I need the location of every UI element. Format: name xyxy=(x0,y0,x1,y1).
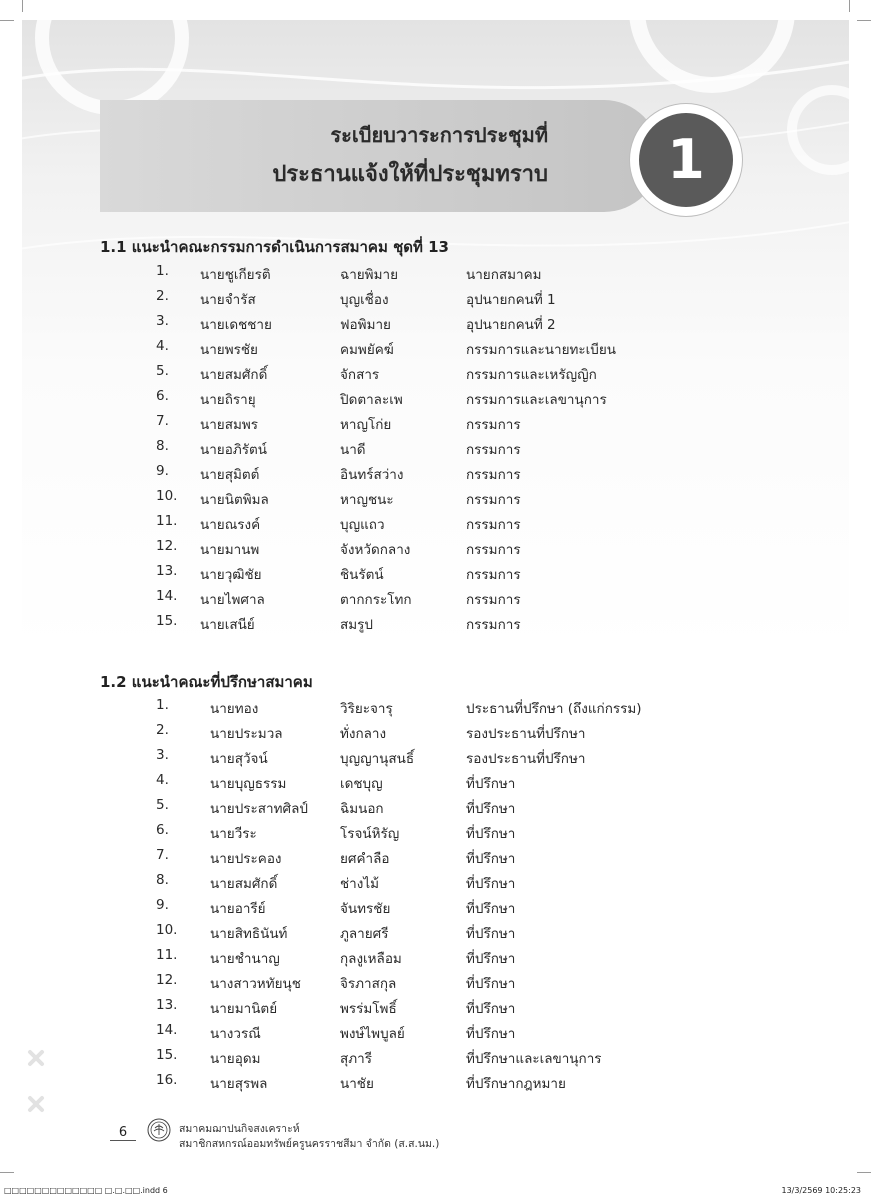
print-slug-datetime: 13/3/2569 10:25:23 xyxy=(781,1186,861,1195)
item-number: 4. xyxy=(156,772,169,788)
association-logo xyxy=(147,1118,171,1142)
first-name: นายอุดม xyxy=(210,1051,261,1067)
position: ที่ปรึกษา xyxy=(466,951,516,967)
crop-mark xyxy=(857,1172,871,1173)
position: นายกสมาคม xyxy=(466,267,542,283)
position: ที่ปรึกษา xyxy=(466,1001,516,1017)
last-name: ฉิมนอก xyxy=(340,801,384,817)
agenda-banner xyxy=(100,100,660,212)
first-name: นายสุวัจน์ xyxy=(210,751,268,767)
first-name: นายเสนีย์ xyxy=(200,617,255,633)
first-name: นายพรชัย xyxy=(200,342,258,358)
footer-org-subtitle: สมาชิกสหกรณ์ออมทรัพย์ครูนครราชสีมา จำกัด (ส.ส.นม.) xyxy=(179,1138,440,1150)
last-name: สมรูป xyxy=(340,617,373,633)
item-number: 1. xyxy=(156,263,169,279)
last-name: ยศคำลือ xyxy=(340,851,390,867)
position: กรรมการ xyxy=(466,567,521,583)
item-number: 6. xyxy=(156,388,169,404)
first-name: นายสุมิตต์ xyxy=(200,467,260,483)
last-name: นาชัย xyxy=(340,1076,374,1092)
last-name: ตากกระโทก xyxy=(340,592,412,608)
position: กรรมการ xyxy=(466,517,521,533)
last-name: โรจน์หิรัญ xyxy=(340,826,400,842)
position: กรรมการ xyxy=(466,617,521,633)
first-name: นายประสาทศิลป์ xyxy=(210,801,308,817)
last-name: ภูลายศรี xyxy=(340,926,389,942)
first-name: นายประมวล xyxy=(210,726,283,742)
item-number: 9. xyxy=(156,897,169,913)
first-name: นายชำนาญ xyxy=(210,951,280,967)
first-name: นายสิทธินันท์ xyxy=(210,926,288,942)
position: ที่ปรึกษากฎหมาย xyxy=(466,1076,566,1092)
first-name: นางวรณี xyxy=(210,1026,261,1042)
position: ที่ปรึกษา xyxy=(466,826,516,842)
position: รองประธานที่ปรึกษา xyxy=(466,751,586,767)
position: กรรมการ xyxy=(466,592,521,608)
position: ที่ปรึกษาและเลขานุการ xyxy=(466,1051,602,1067)
item-number: 16. xyxy=(156,1072,178,1088)
item-number: 4. xyxy=(156,338,169,354)
item-number: 8. xyxy=(156,872,169,888)
item-number: 12. xyxy=(156,972,178,988)
last-name: หาญชนะ xyxy=(340,492,394,508)
last-name: คมพยัคฆ์ xyxy=(340,342,394,358)
last-name: กุลงูเหลือม xyxy=(340,951,402,967)
first-name: นายวีระ xyxy=(210,826,257,842)
position: ที่ปรึกษา xyxy=(466,851,516,867)
item-number: 5. xyxy=(156,797,169,813)
footer-org-name: สมาคมฌาปนกิจสงเคราะห์ xyxy=(179,1123,300,1135)
first-name: นายถิรายุ xyxy=(200,392,256,408)
last-name: สุภารี xyxy=(340,1051,372,1067)
item-number: 2. xyxy=(156,288,169,304)
position: ที่ปรึกษา xyxy=(466,976,516,992)
first-name: นายมานิตย์ xyxy=(210,1001,278,1017)
item-number: 10. xyxy=(156,488,178,504)
item-number: 3. xyxy=(156,747,169,763)
last-name: เดชบุญ xyxy=(340,776,383,792)
crop-mark xyxy=(849,0,850,12)
position: กรรมการและเหรัญญิก xyxy=(466,367,597,383)
position: ที่ปรึกษา xyxy=(466,801,516,817)
last-name: ฉายพิมาย xyxy=(340,267,398,283)
first-name: นายชูเกียรติ xyxy=(200,267,271,283)
last-name: จันทรชัย xyxy=(340,901,391,917)
crop-mark xyxy=(0,20,14,21)
position: กรรมการ xyxy=(466,542,521,558)
item-number: 1. xyxy=(156,697,169,713)
item-number: 8. xyxy=(156,438,169,454)
crop-mark xyxy=(22,0,23,12)
first-name: นายณรงค์ xyxy=(200,517,261,533)
crop-mark xyxy=(857,20,871,21)
position: กรรมการ xyxy=(466,442,521,458)
item-number: 11. xyxy=(156,947,178,963)
last-name: อินทร์สว่าง xyxy=(340,467,404,483)
item-number: 13. xyxy=(156,563,178,579)
last-name: พงษ์ไพบูลย์ xyxy=(340,1026,405,1042)
last-name: นาดี xyxy=(340,442,366,458)
first-name: นายเดชชาย xyxy=(200,317,272,333)
last-name: ปิดตาละเพ xyxy=(340,392,403,408)
last-name: พรร่มโพธิ์ xyxy=(340,1001,397,1017)
document-page xyxy=(22,20,849,1172)
position: ที่ปรึกษา xyxy=(466,876,516,892)
first-name: นายวุฒิชัย xyxy=(200,567,262,583)
page-number: 6 xyxy=(110,1125,136,1141)
item-number: 12. xyxy=(156,538,178,554)
agenda-number: 1 xyxy=(639,113,733,207)
banner-title-line1: ระเบียบวาระการประชุมที่ xyxy=(330,123,548,147)
first-name: นายอารีย์ xyxy=(210,901,266,917)
position: ประธานที่ปรึกษา (ถึงแก่กรรม) xyxy=(466,701,642,717)
item-number: 11. xyxy=(156,513,178,529)
last-name: บุญเชื่อง xyxy=(340,292,389,308)
item-number: 9. xyxy=(156,463,169,479)
banner-title-line2: ประธานแจ้งให้ที่ประชุมทราบ xyxy=(272,162,548,187)
first-name: นายสุรพล xyxy=(210,1076,268,1092)
first-name: นายบุญธรรม xyxy=(210,776,287,792)
first-name: นายสมพร xyxy=(200,417,259,433)
section-title-committee: 1.1 แนะนำคณะกรรมการดำเนินการสมาคม ชุดที่ 13 xyxy=(100,238,449,256)
item-number: 6. xyxy=(156,822,169,838)
first-name: นายประคอง xyxy=(210,851,282,867)
item-number: 13. xyxy=(156,997,178,1013)
first-name: นายสมศักดิ์ xyxy=(200,367,268,383)
position: อุปนายกคนที่ 2 xyxy=(466,317,556,333)
last-name: ฟอพิมาย xyxy=(340,317,391,333)
first-name: นายจำรัส xyxy=(200,292,256,308)
crop-mark xyxy=(0,1172,14,1173)
item-number: 7. xyxy=(156,413,169,429)
first-name: นายนิตพิมล xyxy=(200,492,269,508)
first-name: นางสาวหทัยนุช xyxy=(210,976,301,992)
position: ที่ปรึกษา xyxy=(466,901,516,917)
item-number: 2. xyxy=(156,722,169,738)
section-title-advisors: 1.2 แนะนำคณะที่ปรึกษาสมาคม xyxy=(100,673,313,691)
last-name: ชินรัตน์ xyxy=(340,567,384,583)
position: กรรมการและนายทะเบียน xyxy=(466,342,616,358)
position: กรรมการและเลขานุการ xyxy=(466,392,607,408)
position: กรรมการ xyxy=(466,492,521,508)
last-name: จักสาร xyxy=(340,367,380,383)
item-number: 15. xyxy=(156,1047,178,1063)
item-number: 7. xyxy=(156,847,169,863)
agenda-number-badge xyxy=(630,104,742,216)
last-name: จิรภาสกุล xyxy=(340,976,397,992)
item-number: 3. xyxy=(156,313,169,329)
position: กรรมการ xyxy=(466,467,521,483)
last-name: บุญญานุสนธิ์ xyxy=(340,751,415,767)
first-name: นายทอง xyxy=(210,701,259,717)
last-name: หาญโก่ย xyxy=(340,417,392,433)
last-name: บุญแถว xyxy=(340,517,385,533)
last-name: ช่างไม้ xyxy=(340,876,380,892)
position: รองประธานที่ปรึกษา xyxy=(466,726,586,742)
first-name: นายมานพ xyxy=(200,542,260,558)
item-number: 10. xyxy=(156,922,178,938)
last-name: ทั่งกลาง xyxy=(340,726,387,742)
position: ที่ปรึกษา xyxy=(466,1026,516,1042)
item-number: 5. xyxy=(156,363,169,379)
item-number: 14. xyxy=(156,1022,178,1038)
last-name: จังหวัดกลาง xyxy=(340,542,411,558)
print-slug-file: □□□□□□□□□□□□□ □.□.□□.indd 6 xyxy=(4,1186,168,1195)
first-name: นายสมศักดิ์ xyxy=(210,876,278,892)
first-name: นายไพศาล xyxy=(200,592,265,608)
item-number: 14. xyxy=(156,588,178,604)
position: กรรมการ xyxy=(466,417,521,433)
position: ที่ปรึกษา xyxy=(466,926,516,942)
position: ที่ปรึกษา xyxy=(466,776,516,792)
last-name: วิริยะจารุ xyxy=(340,701,393,717)
position: อุปนายกคนที่ 1 xyxy=(466,292,556,308)
item-number: 15. xyxy=(156,613,178,629)
first-name: นายอภิรัตน์ xyxy=(200,442,267,458)
